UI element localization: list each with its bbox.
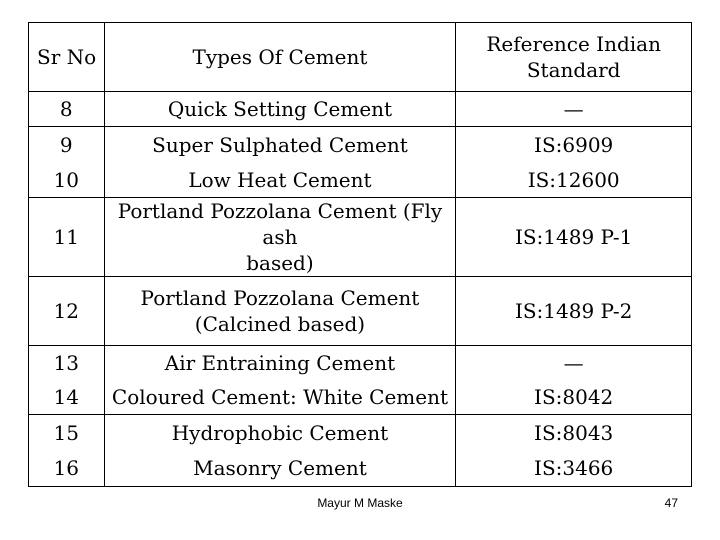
type-cell: Coloured Cement: White Cement	[104, 380, 456, 415]
reference-cell: —	[456, 346, 692, 381]
sr-cell: 10	[29, 162, 105, 198]
table-row	[29, 277, 692, 346]
reference-cell: —	[456, 92, 692, 127]
table-row	[29, 127, 692, 163]
type-line: based)	[246, 251, 314, 275]
sr-cell: 9	[29, 127, 105, 163]
type-cell: Hydrophobic Cement	[104, 415, 456, 451]
type-cell: Quick Setting Cement	[104, 92, 456, 127]
type-cell: Low Heat Cement	[104, 162, 456, 198]
header-types-of-cement: Types Of Cement	[104, 23, 456, 92]
sr-cell: 15	[29, 415, 105, 451]
table-row	[29, 162, 692, 198]
sr-cell: 11	[29, 198, 105, 277]
table-row	[29, 92, 692, 127]
reference-cell: IS:1489 P-2	[456, 277, 692, 346]
type-cell	[104, 277, 456, 346]
type-line: (Calcined based)	[194, 312, 366, 336]
header-reference-line2: Standard	[526, 58, 621, 82]
type-cell: Super Sulphated Cement	[104, 127, 456, 163]
reference-cell: IS:1489 P-1	[456, 198, 692, 277]
cement-types-table	[28, 22, 692, 487]
header-reference-line1: Reference Indian	[486, 32, 661, 56]
sr-cell: 13	[29, 346, 105, 381]
page-number: 47	[664, 496, 678, 510]
type-cell: Masonry Cement	[104, 450, 456, 487]
table-row	[29, 415, 692, 451]
table-row	[29, 346, 692, 381]
sr-cell: 8	[29, 92, 105, 127]
sr-cell: 16	[29, 450, 105, 487]
sr-cell: 14	[29, 380, 105, 415]
type-line: Portland Pozzolana Cement (Fly ash	[117, 199, 443, 249]
table-row	[29, 198, 692, 277]
table-header-row	[29, 23, 692, 92]
reference-cell: IS:3466	[456, 450, 692, 487]
footer-author: Mayur M Maske	[317, 496, 403, 510]
reference-cell: IS:12600	[456, 162, 692, 198]
table-row	[29, 380, 692, 415]
reference-cell: IS:8043	[456, 415, 692, 451]
sr-cell: 12	[29, 277, 105, 346]
type-cell	[104, 198, 456, 277]
table-row	[29, 450, 692, 487]
reference-cell: IS:6909	[456, 127, 692, 163]
type-line: Portland Pozzolana Cement	[140, 286, 420, 310]
header-reference-standard	[456, 23, 692, 92]
header-sr-no: Sr No	[29, 23, 105, 92]
type-cell: Air Entraining Cement	[104, 346, 456, 381]
reference-cell: IS:8042	[456, 380, 692, 415]
